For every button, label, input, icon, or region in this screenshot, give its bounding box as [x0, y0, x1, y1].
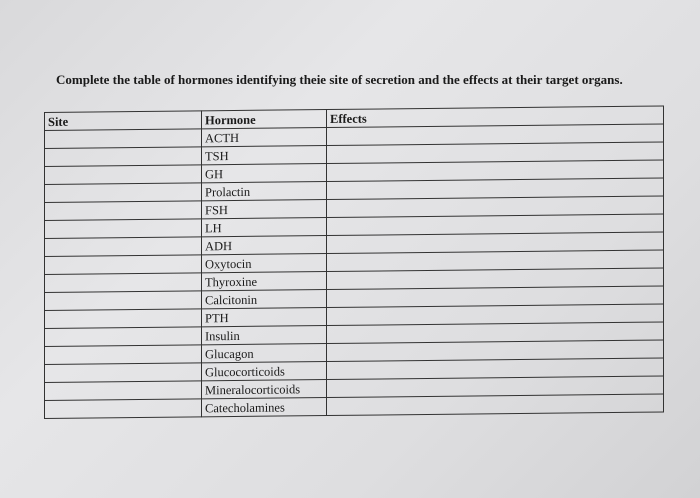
site-cell[interactable] [45, 309, 202, 329]
hormone-cell: LH [202, 218, 327, 237]
hormone-cell: GH [202, 164, 327, 183]
hormone-cell: ACTH [202, 128, 327, 147]
instructions-text: Complete the table of hormones identifying theie site of secretion and the effects at their target organs. [56, 72, 623, 87]
site-cell[interactable] [45, 183, 202, 203]
site-cell[interactable] [45, 165, 202, 185]
site-cell[interactable] [45, 381, 202, 401]
hormone-table [44, 106, 664, 419]
hormone-cell: PTH [202, 308, 327, 327]
site-cell[interactable] [45, 219, 202, 239]
site-cell[interactable] [45, 273, 202, 293]
effects-header: Effects [327, 106, 664, 128]
site-cell[interactable] [45, 291, 202, 311]
hormone-cell: Catecholamines [202, 398, 327, 417]
site-cell[interactable] [45, 345, 202, 365]
hormone-cell: Prolactin [202, 182, 327, 201]
hormone-header: Hormone [202, 110, 327, 129]
hormone-cell: Mineralocorticoids [202, 380, 327, 399]
hormone-table-container [44, 105, 666, 432]
hormone-cell: Glucagon [202, 344, 327, 363]
hormone-cell: Thyroxine [202, 272, 327, 291]
hormone-cell: Insulin [202, 326, 327, 345]
site-cell[interactable] [45, 399, 202, 419]
site-cell[interactable] [45, 237, 202, 257]
site-cell[interactable] [45, 201, 202, 221]
hormone-cell: ADH [202, 236, 327, 255]
hormone-cell: Glucocorticoids [202, 362, 327, 381]
hormone-cell: TSH [202, 146, 327, 165]
hormone-cell: FSH [202, 200, 327, 219]
site-cell[interactable] [45, 255, 202, 275]
effects-cell[interactable] [327, 394, 664, 416]
site-cell[interactable] [45, 129, 202, 149]
hormone-cell: Oxytocin [202, 254, 327, 273]
hormone-cell: Calcitonin [202, 290, 327, 309]
site-cell[interactable] [45, 327, 202, 347]
site-header: Site [45, 111, 202, 131]
site-cell[interactable] [45, 147, 202, 167]
site-cell[interactable] [45, 363, 202, 383]
